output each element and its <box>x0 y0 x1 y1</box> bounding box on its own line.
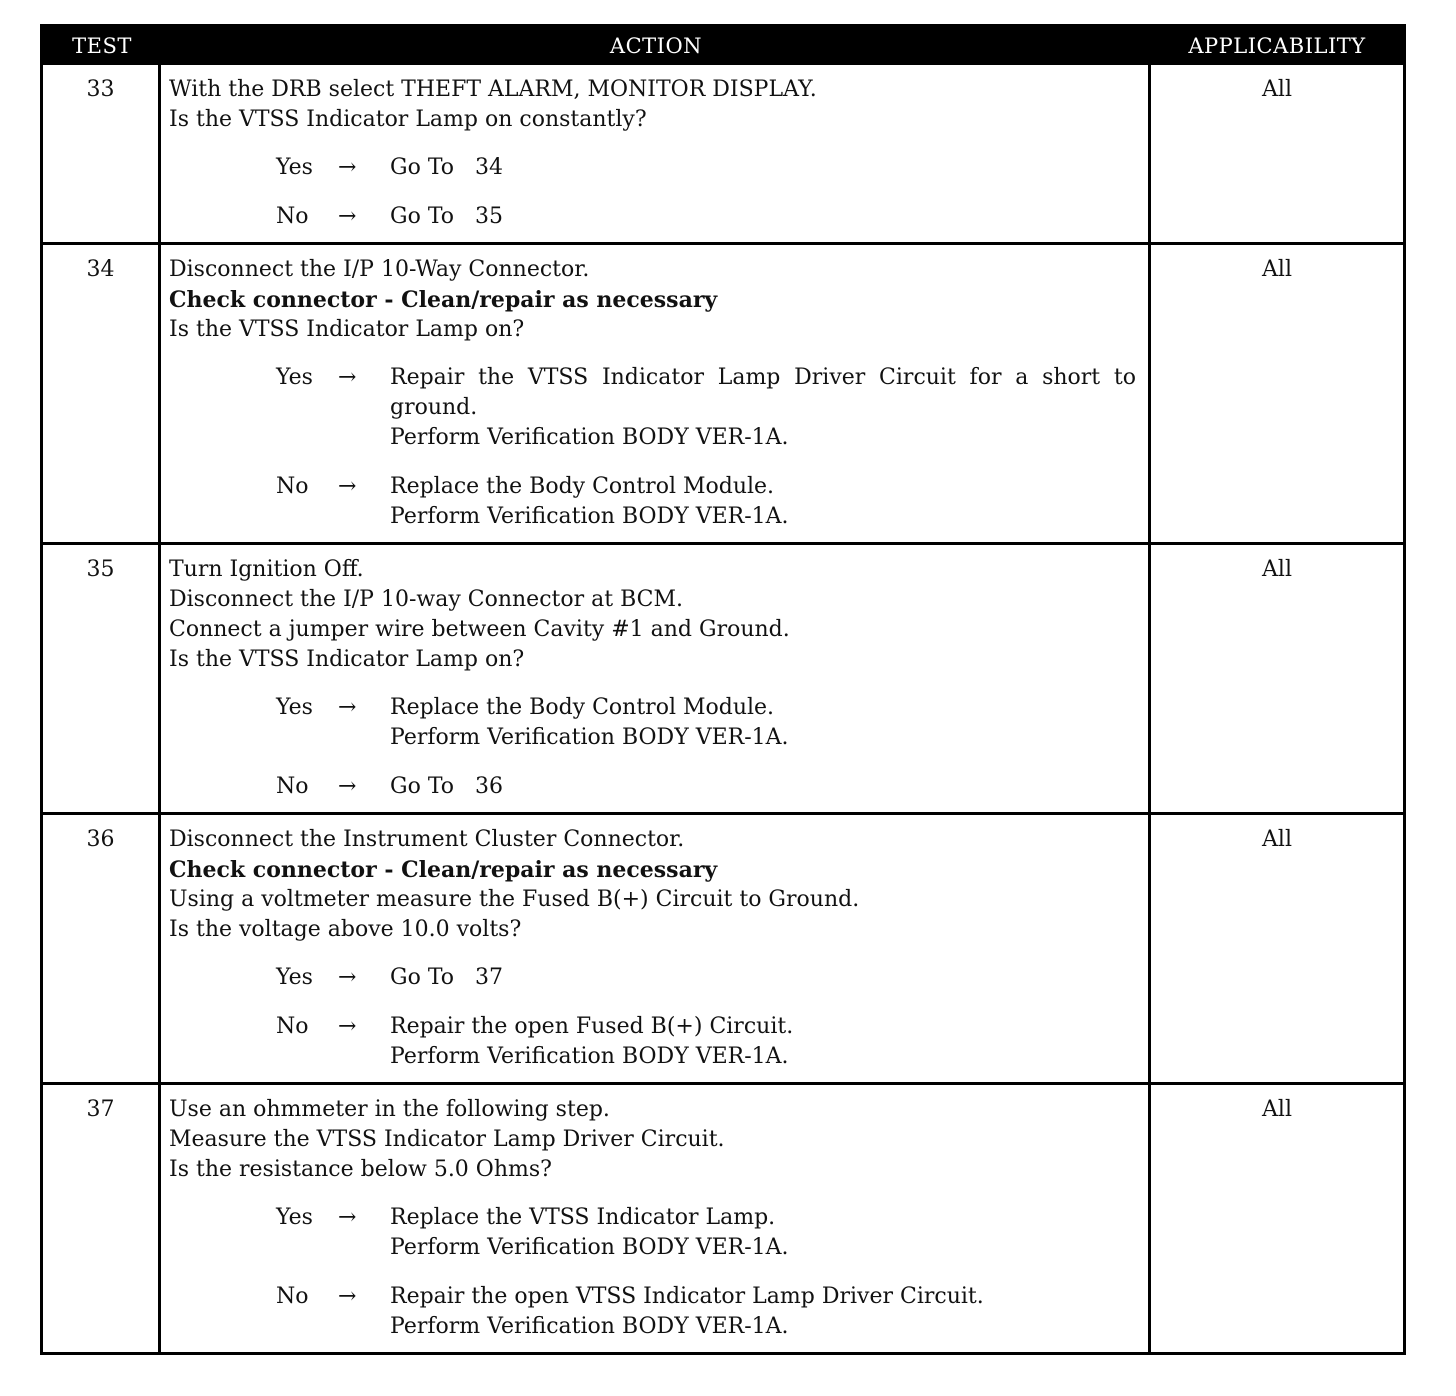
outcome-label: Yes <box>276 365 313 390</box>
outcome-action <box>390 1012 1140 1072</box>
table-body <box>43 65 1403 1352</box>
action-instruction-bold: Check connector - Clean/repair as necessary <box>169 287 718 313</box>
outcomes <box>169 363 1143 532</box>
applicability-value: All <box>1262 1097 1292 1122</box>
outcome-action <box>390 1203 1140 1263</box>
outcome-action-line: Go To 34 <box>390 155 503 180</box>
action-instruction: Measure the VTSS Indicator Lamp Driver Circuit. <box>169 1127 725 1152</box>
action-cell <box>161 65 1151 242</box>
action-instruction: Connect a jumper wire between Cavity #1 and Ground. <box>169 617 790 642</box>
outcomes <box>169 693 1140 802</box>
outcome-no <box>169 1012 1140 1072</box>
outcome-label: Yes <box>276 965 313 990</box>
outcomes <box>169 1203 1140 1342</box>
outcome-label: Yes <box>276 1205 313 1230</box>
outcome-yes <box>169 963 1140 993</box>
applicability-value: All <box>1262 557 1292 582</box>
header-action: ACTION <box>609 34 703 58</box>
action-instruction: Is the VTSS Indicator Lamp on? <box>169 317 525 342</box>
action-instruction: Is the VTSS Indicator Lamp on? <box>169 647 525 672</box>
action-instruction: Disconnect the Instrument Cluster Connector. <box>169 827 685 852</box>
outcome-action-line: Replace the VTSS Indicator Lamp. <box>390 1205 776 1230</box>
outcome-action-line: Replace the Body Control Module. <box>390 474 775 499</box>
arrow-right-icon: → <box>338 474 357 499</box>
outcome-action-line: Perform Verification BODY VER-1A. <box>390 1235 789 1260</box>
applicability-value: All <box>1262 77 1292 102</box>
action-instruction: Disconnect the I/P 10-way Connector at BCM. <box>169 587 683 612</box>
table-header <box>43 27 1403 65</box>
arrow-right-icon: → <box>338 365 357 390</box>
outcome-action-line: Repair the open Fused B(+) Circuit. <box>390 1014 794 1039</box>
outcome-action-line: Repair the open VTSS Indicator Lamp Driver Circuit. <box>390 1284 984 1309</box>
diagnostic-table <box>40 24 1406 1355</box>
arrow-right-icon: → <box>338 695 357 720</box>
action-cell <box>161 1085 1151 1352</box>
action-instruction: Is the voltage above 10.0 volts? <box>169 917 522 942</box>
arrow-right-icon: → <box>338 774 357 799</box>
outcome-yes <box>169 1203 1140 1263</box>
arrow-right-icon: → <box>338 155 357 180</box>
action-instruction: Use an ohmmeter in the following step. <box>169 1097 610 1122</box>
arrow-right-icon: → <box>338 1284 357 1309</box>
test-number: 35 <box>43 545 161 812</box>
action-instruction: Is the resistance below 5.0 Ohms? <box>169 1157 552 1182</box>
outcome-no <box>169 1282 1140 1342</box>
outcome-action-line: Perform Verification BODY VER-1A. <box>390 504 789 529</box>
applicability-value: All <box>1262 827 1292 852</box>
outcome-action <box>390 1282 1140 1342</box>
outcome-yes <box>169 363 1143 453</box>
outcome-action-line: Perform Verification BODY VER-1A. <box>390 725 789 750</box>
outcome-action <box>390 202 1140 232</box>
outcome-label: No <box>276 1284 309 1309</box>
outcome-label: Yes <box>276 695 313 720</box>
outcome-label: No <box>276 204 309 229</box>
action-instruction: Using a voltmeter measure the Fused B(+) Circuit to Ground. <box>169 887 860 912</box>
outcome-no <box>169 202 1140 232</box>
outcome-action-line: Go To 35 <box>390 204 503 229</box>
table-row <box>43 1082 1403 1352</box>
test-number: 34 <box>43 245 161 542</box>
action-instruction: Disconnect the I/P 10-Way Connector. <box>169 257 590 282</box>
outcome-action-line: Replace the Body Control Module. <box>390 695 775 720</box>
table-row <box>43 242 1403 542</box>
outcome-action <box>390 772 1140 802</box>
outcome-yes <box>169 153 1140 183</box>
outcome-yes <box>169 693 1140 753</box>
header-applicability: APPLICABILITY <box>1188 34 1366 58</box>
outcome-label: No <box>276 1014 309 1039</box>
outcome-action-line: Perform Verification BODY VER-1A. <box>390 425 789 450</box>
action-cell <box>161 245 1151 542</box>
test-number: 33 <box>43 65 161 242</box>
table-row <box>43 542 1403 812</box>
applicability-value: All <box>1262 257 1292 282</box>
outcome-no <box>169 772 1140 802</box>
action-cell <box>161 815 1151 1082</box>
outcome-action <box>390 963 1140 993</box>
test-number: 36 <box>43 815 161 1082</box>
table-row <box>43 65 1403 242</box>
outcome-action-line: Repair the VTSS Indicator Lamp Driver Circuit for a short to ground. <box>390 365 1143 420</box>
outcome-action <box>390 363 1143 453</box>
table-row <box>43 812 1403 1082</box>
outcome-action <box>390 472 1140 532</box>
outcome-label: No <box>276 774 309 799</box>
outcome-action-line: Go To 36 <box>390 774 503 799</box>
arrow-right-icon: → <box>338 1205 357 1230</box>
action-cell <box>161 545 1151 812</box>
action-instruction-bold: Check connector - Clean/repair as necessary <box>169 857 718 883</box>
outcome-label: Yes <box>276 155 313 180</box>
action-instruction: With the DRB select THEFT ALARM, MONITOR DISPLAY. <box>169 77 817 102</box>
arrow-right-icon: → <box>338 204 357 229</box>
arrow-right-icon: → <box>338 965 357 990</box>
action-instruction: Is the VTSS Indicator Lamp on constantly? <box>169 107 647 132</box>
outcomes <box>169 153 1140 232</box>
outcome-no <box>169 472 1140 532</box>
header-test: TEST <box>72 34 132 58</box>
outcome-action <box>390 153 1140 183</box>
outcome-action <box>390 693 1140 753</box>
test-number: 37 <box>43 1085 161 1352</box>
outcome-action-line: Perform Verification BODY VER-1A. <box>390 1314 789 1339</box>
outcome-action-line: Perform Verification BODY VER-1A. <box>390 1044 789 1069</box>
arrow-right-icon: → <box>338 1014 357 1039</box>
action-instruction: Turn Ignition Off. <box>169 557 364 582</box>
outcome-label: No <box>276 474 309 499</box>
outcome-action-line: Go To 37 <box>390 965 503 990</box>
outcomes <box>169 963 1140 1072</box>
